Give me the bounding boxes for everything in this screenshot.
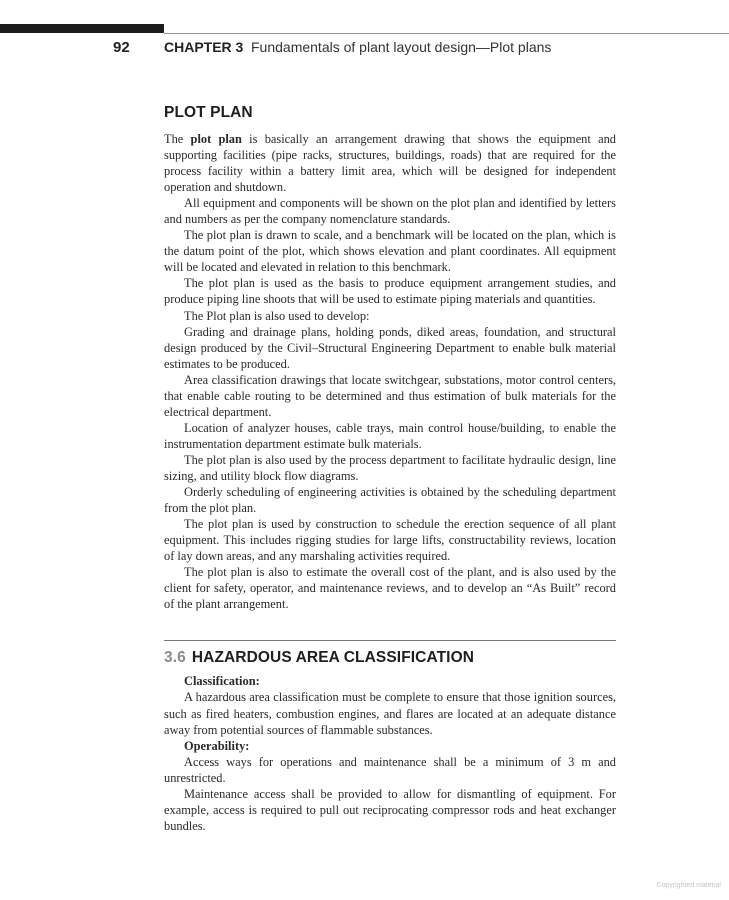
body-paragraph: Grading and drainage plans, holding ponds, diked areas, foundation, and structural design produced by the Civil–Structural Engineering Department to enable bulk material estimates to be produced. bbox=[164, 324, 616, 371]
body-paragraph: The Plot plan is also used to develop: bbox=[184, 308, 370, 323]
intro-paragraph bbox=[164, 131, 616, 195]
body-paragraph: Area classification drawings that locate switchgear, substations, motor control centers, that enable cable routing to be determined and thus estimation of bulk materials for the electrical department. bbox=[164, 372, 616, 419]
operability-subheading: Operability: bbox=[184, 738, 250, 753]
chapter-title: Fundamentals of plant layout design—Plot plans bbox=[251, 39, 552, 55]
operability-paragraph: Maintenance access shall be provided to allow for dismantling of equipment. For example, access is required to pull out reciprocating compressor rods and heat exchanger bundles. bbox=[164, 786, 616, 833]
body-paragraph: The plot plan is used by construction to schedule the erection sequence of all plant equipment. This includes rigging studies for large lifts, constructability reviews, location of lay down areas, and any marshaling activities required. bbox=[164, 517, 616, 564]
intro-prefix: The bbox=[164, 132, 191, 146]
header-rule bbox=[164, 33, 729, 34]
body-paragraph: All equipment and components will be shown on the plot plan and identified by letters and numbers as per the company nomenclature standards. bbox=[164, 196, 616, 227]
hazardous-heading bbox=[164, 649, 616, 667]
classification-paragraph: A hazardous area classification must be complete to ensure that those ignition sources, such as fired heaters, combustion engines, and flares are located at an adequate distance away from potential sources of flammable substances. bbox=[164, 690, 616, 737]
body-paragraph: The plot plan is used as the basis to produce equipment arrangement studies, and produce piping line shoots that will be used to estimate piping materials and quantities. bbox=[164, 276, 616, 307]
intro-bold-term: plot plan bbox=[190, 132, 242, 146]
section-title: HAZARDOUS AREA CLASSIFICATION bbox=[191, 649, 475, 667]
chapter-label: CHAPTER 3 bbox=[164, 39, 244, 55]
page-number: 92 bbox=[113, 39, 130, 56]
page-body bbox=[164, 104, 616, 834]
section-divider bbox=[164, 640, 616, 641]
operability-paragraph: Access ways for operations and maintenance shall be a minimum of 3 m and unrestricted. bbox=[164, 754, 616, 785]
copyright-watermark: Copyrighted material bbox=[656, 882, 721, 889]
body-paragraph: The plot plan is also used by the process department to facilitate hydraulic design, line sizing, and utility block flow diagrams. bbox=[164, 452, 616, 483]
header-bar bbox=[0, 24, 164, 33]
classification-subheading: Classification: bbox=[184, 674, 260, 689]
body-paragraph: The plot plan is drawn to scale, and a benchmark will be located on the plan, which is the datum point of the plot, which shows elevation and plant coordinates. All equipment will be located and elevated in relation to this benchmark. bbox=[164, 228, 616, 275]
body-paragraph: The plot plan is also to estimate the overall cost of the plant, and is also used by the client for safety, operator, and maintenance reviews, and to develop an “As Built” record of the plant arrangement. bbox=[164, 565, 616, 612]
section-number: 3.6 bbox=[164, 649, 186, 667]
body-paragraph: Orderly scheduling of engineering activities is obtained by the scheduling department from the plot plan. bbox=[164, 485, 616, 516]
intro-rest: is basically an arrangement drawing that shows the equipment and supporting facilities (pipe racks, structures, buildings, roads) that are required for the process facility within a battery limit area, which will be designed for independent operation and shutdown. bbox=[164, 132, 616, 195]
plot-plan-heading: PLOT PLAN bbox=[164, 104, 253, 121]
body-paragraph: Location of analyzer houses, cable trays, main control house/building, to enable the instrumentation department estimate bulk materials. bbox=[164, 420, 616, 451]
